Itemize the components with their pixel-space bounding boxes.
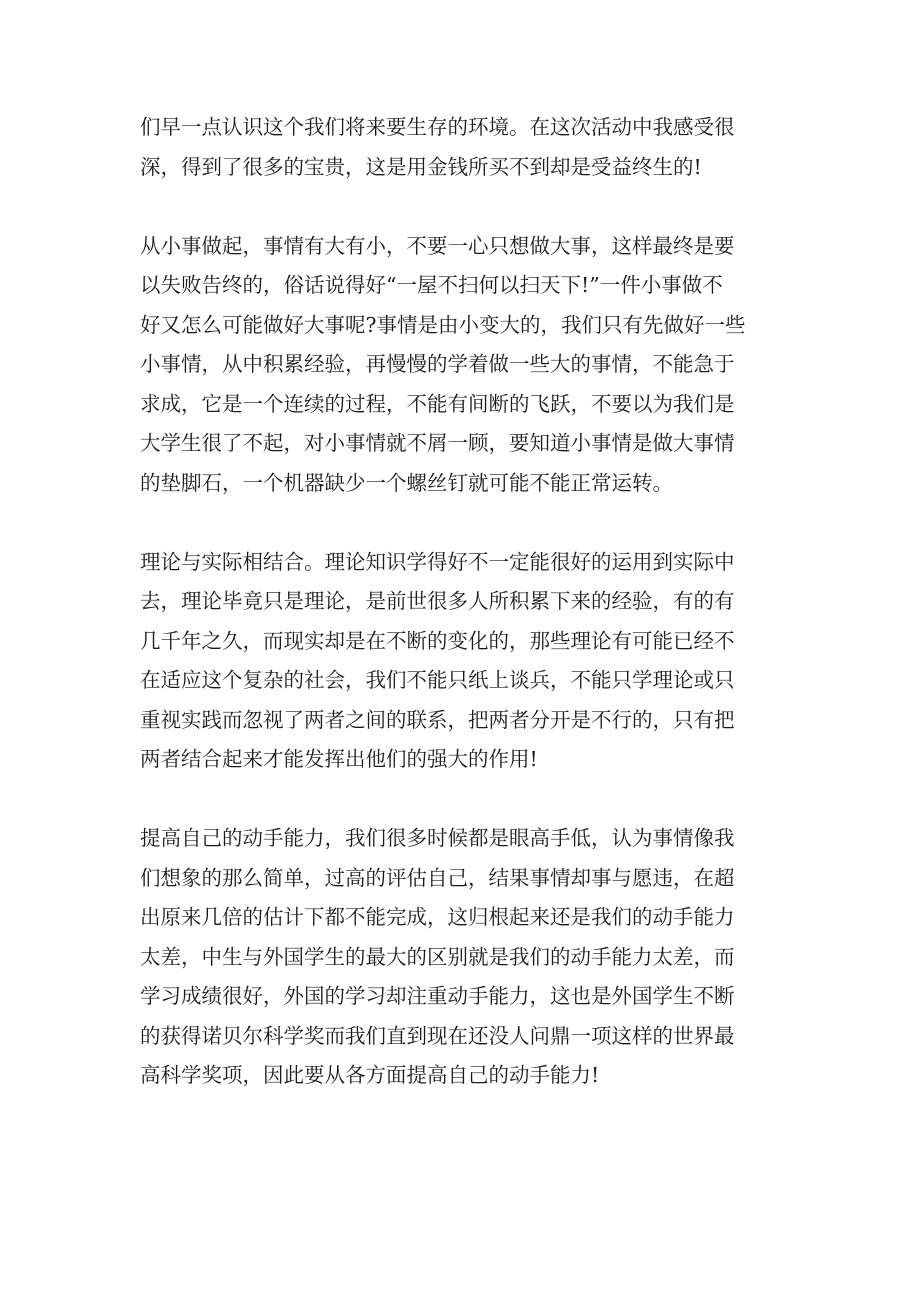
text-line: 们想象的那么简单，过高的评估自己，结果事情却事与愿违，在超 bbox=[140, 865, 735, 890]
document-body bbox=[140, 108, 780, 1135]
text-line: 好又怎么可能做好大事呢?事情是由小变大的，我们只有先做好一些 bbox=[140, 312, 746, 337]
paragraph-environment bbox=[140, 108, 780, 187]
text-line: 求成，它是一个连续的过程，不能有间断的飞跃，不要以为我们是 bbox=[140, 391, 735, 416]
text-line: 深，得到了很多的宝贵，这是用金钱所买不到却是受益终生的! bbox=[140, 154, 702, 179]
text-line: 去，理论毕竟只是理论，是前世很多人所积累下来的经验，有的有 bbox=[140, 589, 735, 613]
paragraph-theory-practice bbox=[140, 543, 780, 780]
paragraph-small-things bbox=[140, 227, 780, 504]
text-line: 几千年之久，而现实却是在不断的变化的，那些理论有可能已经不 bbox=[140, 628, 735, 653]
text-line: 高科学奖项，因此要从各方面提高自己的动手能力! bbox=[140, 1063, 600, 1087]
text-line: 重视实践而忽视了两者之间的联系，把两者分开是不行的，只有把 bbox=[140, 707, 735, 732]
text-line: 小事情，从中积累经验，再慢慢的学着做一些大的事情，不能急于 bbox=[140, 352, 735, 376]
text-line: 的获得诺贝尔科学奖而我们直到现在还没人问鼎一项这样的世界最 bbox=[140, 1023, 735, 1048]
text-line: 学习成绩很好，外国的学习却注重动手能力，这也是外国学生不断 bbox=[140, 984, 735, 1008]
text-line: 太差，中生与外国学生的最大的区别就是我们的动手能力太差，而 bbox=[140, 944, 735, 969]
text-line: 大学生很了不起，对小事情就不屑一顾，要知道小事情是做大事情 bbox=[140, 431, 735, 455]
text-line: 两者结合起来才能发挥出他们的强大的作用! bbox=[140, 747, 538, 771]
text-line: 以失败告终的，俗话说得好“一屋不扫何以扫天下!”一件小事做不 bbox=[140, 273, 723, 297]
text-line: 从小事做起，事情有大有小，不要一心只想做大事，这样最终是要 bbox=[140, 233, 735, 258]
paragraph-hands-on-ability bbox=[140, 819, 780, 1096]
text-line: 们早一点认识这个我们将来要生存的环境。在这次活动中我感受很 bbox=[140, 115, 735, 139]
text-line: 在适应这个复杂的社会，我们不能只纸上谈兵，不能只学理论或只 bbox=[140, 668, 735, 692]
text-line: 提高自己的动手能力，我们很多时候都是眼高手低，认为事情像我 bbox=[140, 826, 735, 850]
text-line: 出原来几倍的估计下都不能完成，这归根起来还是我们的动手能力 bbox=[140, 905, 735, 929]
text-line: 理论与实际相结合。理论知识学得好不一定能很好的运用到实际中 bbox=[140, 549, 735, 574]
text-line: 的垫脚石，一个机器缺少一个螺丝钉就可能不能正常运转。 bbox=[140, 470, 673, 495]
